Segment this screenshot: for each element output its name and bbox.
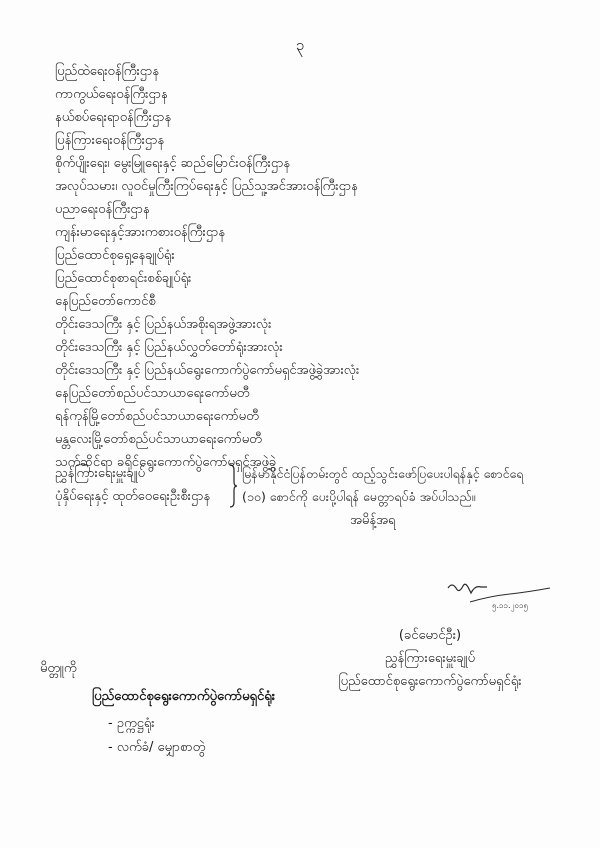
- distribution-item: ပြည်ထောင်စုစာရင်းစစ်ချုပ်ရုံး: [55, 271, 192, 286]
- signer-name: (ခင်မောင်ဦး): [398, 628, 462, 643]
- distribution-item: အလုပ်သမား၊ လူဝင်မှုကြီးကြပ်ရေးနှင့် ပြည်သူ့အင်အားဝန်ကြီးဌာန: [55, 179, 358, 194]
- curly-brace-icon: [228, 464, 238, 508]
- distribution-item: တိုင်းဒေသကြီး နှင့် ပြည်နယ်လွှတ်တော်ရုံးအားလုံး: [55, 340, 283, 355]
- handwritten-signature: [440, 578, 560, 614]
- copy-to-item: - ဥက္ကဋ္ဌရုံး: [108, 716, 155, 731]
- bracketed-request: [55, 462, 585, 512]
- signature-date: ၅.၁၁.၂၀၁၅: [492, 601, 529, 610]
- distribution-item: စိုက်ပျိုးရေး၊ မွေးမြူရေးနှင့် ဆည်မြောင်းဝန်ကြီးဌာန: [55, 156, 291, 171]
- distribution-item: ရန်ကုန်မြို့တော်စည်ပင်သာယာရေးကော်မတီ: [55, 409, 259, 424]
- bracketed-recipient: ပုံနှိပ်ရေးနှင့် ထုတ်ဝေရေးဦးစီးဌာန: [55, 489, 211, 504]
- distribution-item: တိုင်းဒေသကြီး နှင့် ပြည်နယ်အစိုးရအဖွဲ့အားလုံး: [55, 317, 272, 332]
- distribution-item: နေပြည်တော်ကောင်စီ: [55, 294, 156, 309]
- distribution-item: ပြည်ထဲရေးဝန်ကြီးဌာန: [55, 64, 160, 79]
- bracket-instruction: [242, 462, 587, 508]
- copy-to-list: [108, 712, 205, 760]
- instruction-line: (၁၀) စောင်ကို ပေးပို့ပါရန် မေတ္တာရပ်ခံ အပ်ပါသည်။: [242, 489, 476, 504]
- distribution-item: နေပြည်တော်စည်ပင်သာယာရေးကော်မတီ: [55, 386, 250, 401]
- distribution-list: [55, 60, 575, 474]
- distribution-item: ကျန်းမာရေးနှင့်အားကစားဝန်ကြီးဌာန: [55, 225, 226, 240]
- distribution-item: မန္တလေးမြို့တော်စည်ပင်သာယာရေးကော်မတီ: [55, 432, 262, 447]
- distribution-item: ကာကွယ်ရေးဝန်ကြီးဌာန: [55, 87, 168, 102]
- copy-to-item: - လက်ခံ/ မျှောစာတွဲ: [108, 740, 206, 755]
- copy-to-label: မိတ္တူကို: [40, 661, 77, 676]
- distribution-item: ပြည်ထောင်စုရှေ့နေချုပ်ရုံး: [55, 248, 175, 263]
- distribution-item: ပညာရေးဝန်ကြီးဌာန: [55, 202, 150, 217]
- signer-title: ညွှန်ကြားရေးမှူးချုပ်: [384, 651, 476, 666]
- bracketed-recipient: ညွှန်ကြားရေးမှူးချုပ်: [55, 466, 146, 481]
- copy-to-heading: ပြည်ထောင်စုရွေးကောက်ပွဲကော်မရှင်ရုံး: [92, 689, 275, 704]
- closing-phrase: အမိန့်အရ: [350, 513, 396, 528]
- distribution-item: နယ်စပ်ရေးရာဝန်ကြီးဌာန: [55, 110, 172, 125]
- signer-office: ပြည်ထောင်စုရွေးကောက်ပွဲကော်မရှင်ရုံး: [338, 674, 522, 689]
- distribution-item: တိုင်းဒေသကြီး နှင့် ပြည်နယ်ရွေးကောက်ပွဲကော်မရှင်အဖွဲ့ခွဲအားလုံး: [55, 363, 360, 378]
- signer-block: [300, 624, 560, 693]
- instruction-line: မြန်မာနိုင်ငံပြန်တမ်းတွင် ထည့်သွင်းဖော်ပြပေးပါရန်နှင့် စောင်ရေ: [242, 466, 524, 481]
- distribution-item: သက်ဆိုင်ရာ ခရိုင်ရွေးကောက်ပွဲကော်မရှင်အဖွဲ့ခွဲ: [55, 455, 277, 470]
- distribution-item: ပြန်ကြားရေးဝန်ကြီးဌာန: [55, 133, 165, 148]
- page-number: ၃: [295, 36, 305, 54]
- bracketed-recipients: [55, 462, 230, 508]
